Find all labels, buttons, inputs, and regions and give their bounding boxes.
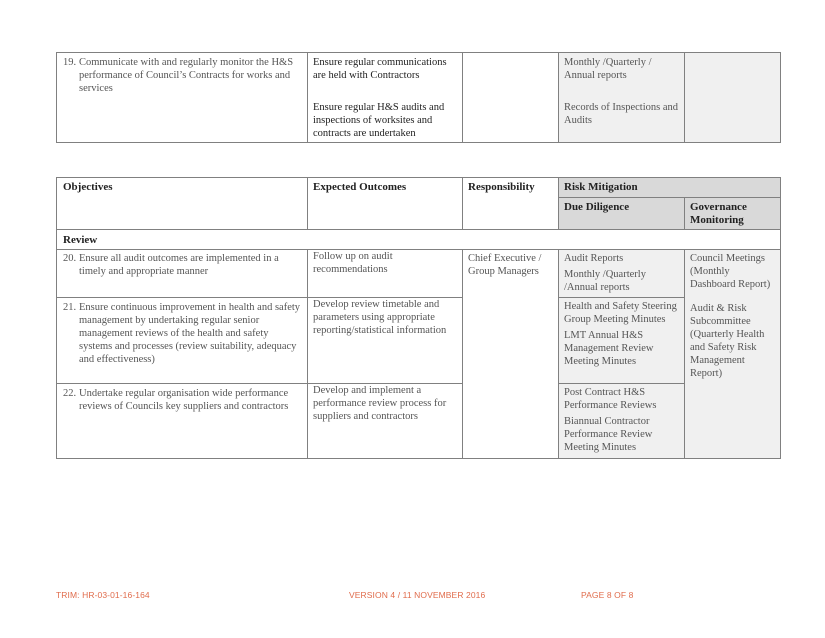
top-table — [56, 52, 781, 143]
due-diligence-text: Post Contract H&S Performance Reviews — [564, 387, 657, 411]
outcome-text: Develop review timetable and parameters using appropriate reporting/statistical information — [313, 299, 447, 336]
section-title: Review — [57, 230, 781, 250]
governance-text: Council Meetings (Monthly Dashboard Report) — [690, 253, 771, 290]
objective-cell — [57, 250, 308, 298]
due-diligence-cell — [559, 250, 685, 298]
header-due-diligence: Due Diligence — [559, 198, 685, 230]
objective-cell — [57, 384, 308, 459]
outcome-cell — [308, 384, 463, 459]
objective-cell — [57, 298, 308, 384]
table-row — [57, 298, 781, 384]
outcome-text: Ensure regular H&S audits and inspections of worksites and contracts are undertaken — [313, 102, 445, 139]
due-diligence-text: Audit Reports — [564, 253, 624, 264]
objective-cell — [57, 53, 308, 143]
header-row — [57, 178, 781, 198]
row-number: 21. — [63, 302, 77, 313]
header-expected-outcomes: Expected Outcomes — [308, 178, 463, 230]
due-diligence-text: Health and Safety Steering Group Meeting Minutes — [564, 301, 677, 325]
outcome-cell — [308, 53, 463, 143]
governance-text: Audit & Risk Subcommittee (Quarterly Health and Safety Risk Management Report) — [690, 303, 765, 379]
outcome-text: Follow up on audit recommendations — [313, 251, 393, 275]
header-responsibility: Responsibility — [463, 178, 559, 230]
row-number: 20. — [63, 253, 77, 264]
header-governance-monitoring: Governance Monitoring — [685, 198, 781, 230]
responsibility-cell — [463, 53, 559, 143]
footer-version: VERSION 4 / 11 NOVEMBER 2016 — [349, 590, 486, 600]
outcome-text: Develop and implement a performance review process for suppliers and contractors — [313, 385, 447, 422]
governance-cell — [685, 250, 781, 459]
footer-trim: TRIM: HR-03-01-16-164 — [56, 590, 150, 600]
table-row — [57, 384, 781, 459]
header-risk-mitigation: Risk Mitigation — [559, 178, 781, 198]
footer-page-number: PAGE 8 OF 8 — [581, 590, 634, 600]
governance-cell — [685, 53, 781, 143]
row-number: 22. — [63, 388, 77, 399]
outcome-cell — [308, 250, 463, 298]
review-table — [56, 177, 781, 459]
row-number: 19. — [63, 57, 77, 68]
due-diligence-text: LMT Annual H&S Management Review Meeting Minutes — [564, 330, 654, 367]
section-row — [57, 230, 781, 250]
objective-text: Ensure continuous improvement in health and safety management by undertaking regular senior management reviews of the health and safety systems and processes (review suitability, adequacy and effectiveness) — [79, 302, 301, 365]
due-diligence-text: Monthly /Quarterly /Annual reports — [564, 269, 646, 293]
objective-text: Ensure all audit outcomes are implemented in a timely and appropriate manner — [79, 253, 279, 277]
responsibility-text: Chief Executive / Group Managers — [468, 253, 542, 277]
due-diligence-text: Records of Inspections and Audits — [564, 102, 679, 126]
due-diligence-cell — [559, 298, 685, 384]
due-diligence-text: Monthly /Quarterly / Annual reports — [564, 57, 652, 81]
due-diligence-text: Biannual Contractor Performance Review Meeting Minutes — [564, 416, 653, 453]
due-diligence-cell — [559, 53, 685, 143]
objective-text: Communicate with and regularly monitor the H&S performance of Council’s Contracts for works and services — [79, 57, 294, 94]
table-row — [57, 250, 781, 298]
objective-text: Undertake regular organisation wide performance reviews of Councils key suppliers and contractors — [79, 388, 289, 412]
header-objectives: Objectives — [57, 178, 308, 230]
due-diligence-cell — [559, 384, 685, 459]
table-row — [57, 53, 781, 143]
outcome-cell — [308, 298, 463, 384]
outcome-text: Ensure regular communications are held with Contractors — [313, 57, 447, 81]
responsibility-cell — [463, 250, 559, 459]
